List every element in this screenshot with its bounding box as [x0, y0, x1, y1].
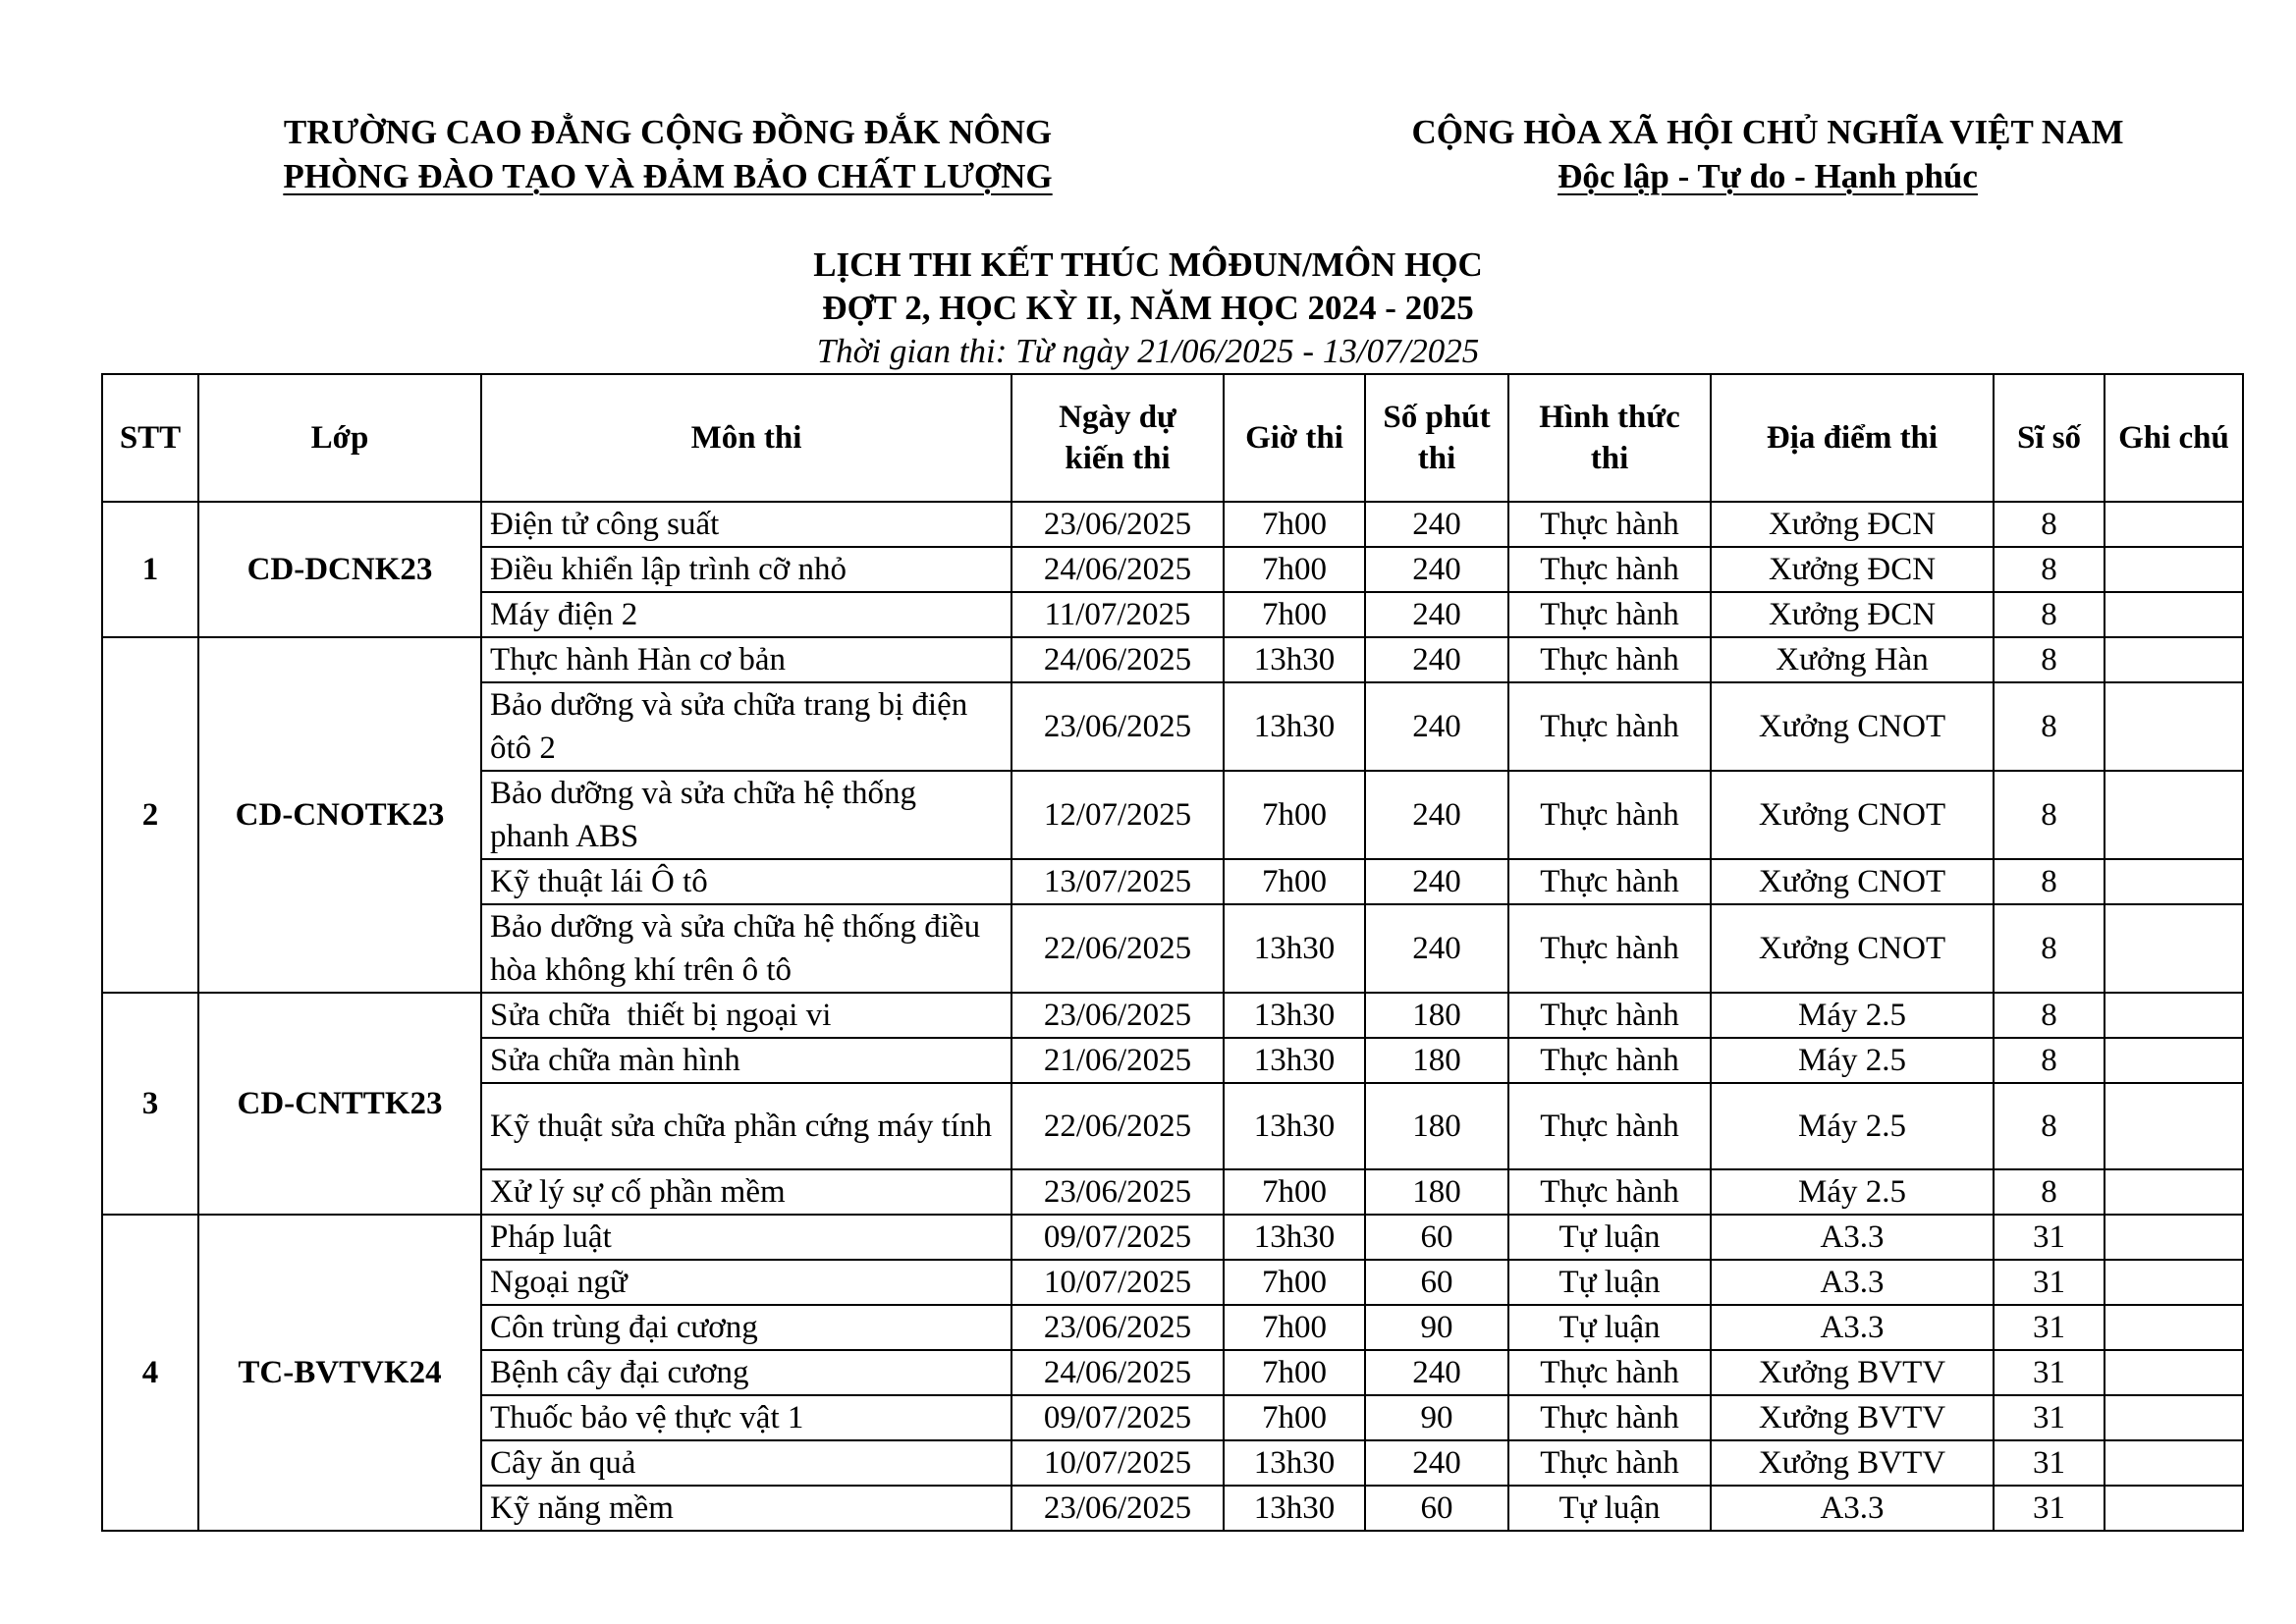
count-cell: 31	[1994, 1440, 2105, 1486]
time-cell: 7h00	[1224, 547, 1365, 592]
minutes-cell: 240	[1365, 1440, 1508, 1486]
time-cell: 13h30	[1224, 1486, 1365, 1531]
subject-cell: Điều khiển lập trình cỡ nhỏ	[481, 547, 1011, 592]
header-left	[196, 110, 1139, 198]
place-cell: Máy 2.5	[1711, 1038, 1994, 1083]
count-cell: 8	[1994, 1038, 2105, 1083]
place-cell: Xưởng ĐCN	[1711, 502, 1994, 547]
form-cell: Thực hành	[1508, 993, 1711, 1038]
place-cell: Xưởng CNOT	[1711, 771, 1994, 859]
subject-cell: Máy điện 2	[481, 592, 1011, 637]
minutes-cell: 240	[1365, 637, 1508, 682]
place-cell: Xưởng BVTV	[1711, 1350, 1994, 1395]
note-cell	[2105, 592, 2243, 637]
time-cell: 13h30	[1224, 1083, 1365, 1169]
note-cell	[2105, 547, 2243, 592]
col-ngay-thi-l1: Ngày dự	[1059, 400, 1176, 435]
minutes-cell: 240	[1365, 592, 1508, 637]
form-cell: Thực hành	[1508, 859, 1711, 904]
table-header-row	[102, 374, 2243, 502]
group-stt: 3	[102, 993, 198, 1215]
place-cell: Máy 2.5	[1711, 1169, 1994, 1215]
form-cell: Tự luận	[1508, 1215, 1711, 1260]
col-ngay-thi-l2: kiến thi	[1065, 441, 1171, 476]
note-cell	[2105, 637, 2243, 682]
place-cell: A3.3	[1711, 1215, 1994, 1260]
count-cell: 8	[1994, 1083, 2105, 1169]
minutes-cell: 240	[1365, 1350, 1508, 1395]
note-cell	[2105, 1395, 2243, 1440]
national-title: CỘNG HÒA XÃ HỘI CHỦ NGHĨA VIỆT NAM	[1411, 113, 2124, 151]
minutes-cell: 240	[1365, 502, 1508, 547]
count-cell: 8	[1994, 547, 2105, 592]
form-cell: Thực hành	[1508, 904, 1711, 993]
minutes-cell: 60	[1365, 1215, 1508, 1260]
group-class: CD-CNTTK23	[198, 993, 481, 1215]
date-cell: 22/06/2025	[1011, 904, 1224, 993]
subject-cell: Cây ăn quả	[481, 1440, 1011, 1486]
time-cell: 7h00	[1224, 1350, 1365, 1395]
date-cell: 13/07/2025	[1011, 859, 1224, 904]
minutes-cell: 240	[1365, 859, 1508, 904]
count-cell: 8	[1994, 771, 2105, 859]
date-cell: 11/07/2025	[1011, 592, 1224, 637]
header-right	[1277, 110, 2259, 198]
minutes-cell: 60	[1365, 1486, 1508, 1531]
date-cell: 24/06/2025	[1011, 547, 1224, 592]
form-cell: Thực hành	[1508, 592, 1711, 637]
form-cell: Thực hành	[1508, 502, 1711, 547]
note-cell	[2105, 1305, 2243, 1350]
table-body	[102, 502, 2243, 1531]
count-cell: 31	[1994, 1260, 2105, 1305]
place-cell: Xưởng ĐCN	[1711, 547, 1994, 592]
date-cell: 22/06/2025	[1011, 1083, 1224, 1169]
title-line-1: LỊCH THI KẾT THÚC MÔĐUN/MÔN HỌC	[813, 245, 1483, 284]
note-cell	[2105, 1440, 2243, 1486]
table-row	[102, 502, 2243, 547]
col-mon-thi: Môn thi	[481, 374, 1011, 502]
col-dia-diem: Địa điểm thi	[1711, 374, 1994, 502]
form-cell: Thực hành	[1508, 682, 1711, 771]
count-cell: 8	[1994, 904, 2105, 993]
subject-cell: Bảo dưỡng và sửa chữa trang bị điện ôtô 2	[481, 682, 1011, 771]
time-cell: 13h30	[1224, 682, 1365, 771]
time-cell: 7h00	[1224, 1395, 1365, 1440]
date-cell: 21/06/2025	[1011, 1038, 1224, 1083]
time-cell: 13h30	[1224, 637, 1365, 682]
table-row	[102, 1215, 2243, 1260]
form-cell: Tự luận	[1508, 1305, 1711, 1350]
group-class: CD-DCNK23	[198, 502, 481, 637]
form-cell: Thực hành	[1508, 1038, 1711, 1083]
note-cell	[2105, 1038, 2243, 1083]
group-stt: 4	[102, 1215, 198, 1531]
time-cell: 7h00	[1224, 1305, 1365, 1350]
form-cell: Tự luận	[1508, 1486, 1711, 1531]
col-so-phut-l1: Số phút	[1383, 400, 1491, 435]
date-cell: 23/06/2025	[1011, 1169, 1224, 1215]
note-cell	[2105, 771, 2243, 859]
minutes-cell: 90	[1365, 1395, 1508, 1440]
col-hinh-thuc	[1508, 374, 1711, 502]
group-class: TC-BVTVK24	[198, 1215, 481, 1531]
col-stt: STT	[102, 374, 198, 502]
subject-cell: Côn trùng đại cương	[481, 1305, 1011, 1350]
minutes-cell: 240	[1365, 547, 1508, 592]
subject-cell: Sửa chữa màn hình	[481, 1038, 1011, 1083]
time-cell: 13h30	[1224, 993, 1365, 1038]
col-ghi-chu: Ghi chú	[2105, 374, 2243, 502]
count-cell: 8	[1994, 993, 2105, 1038]
note-cell	[2105, 1215, 2243, 1260]
place-cell: Máy 2.5	[1711, 993, 1994, 1038]
subject-cell: Pháp luật	[481, 1215, 1011, 1260]
col-lop: Lớp	[198, 374, 481, 502]
subject-cell: Bệnh cây đại cương	[481, 1350, 1011, 1395]
date-cell: 12/07/2025	[1011, 771, 1224, 859]
form-cell: Thực hành	[1508, 1350, 1711, 1395]
time-cell: 7h00	[1224, 771, 1365, 859]
subject-cell: Kỹ thuật sửa chữa phần cứng máy tính	[481, 1083, 1011, 1169]
count-cell: 8	[1994, 637, 2105, 682]
note-cell	[2105, 993, 2243, 1038]
count-cell: 8	[1994, 502, 2105, 547]
col-gio-thi: Giờ thi	[1224, 374, 1365, 502]
national-motto: Độc lập - Tự do - Hạnh phúc	[1558, 157, 1978, 195]
form-cell: Thực hành	[1508, 547, 1711, 592]
time-cell: 13h30	[1224, 904, 1365, 993]
subject-cell: Bảo dưỡng và sửa chữa hệ thống điều hòa không khí trên ô tô	[481, 904, 1011, 993]
time-cell: 7h00	[1224, 502, 1365, 547]
time-cell: 7h00	[1224, 859, 1365, 904]
form-cell: Thực hành	[1508, 1440, 1711, 1486]
title-line-2: ĐỢT 2, HỌC KỲ II, NĂM HỌC 2024 - 2025	[822, 289, 1474, 327]
minutes-cell: 240	[1365, 682, 1508, 771]
group-stt: 1	[102, 502, 198, 637]
document-title	[0, 244, 2296, 373]
group-stt: 2	[102, 637, 198, 993]
group-class: CD-CNOTK23	[198, 637, 481, 993]
minutes-cell: 180	[1365, 993, 1508, 1038]
minutes-cell: 240	[1365, 771, 1508, 859]
date-cell: 09/07/2025	[1011, 1395, 1224, 1440]
date-cell: 23/06/2025	[1011, 1486, 1224, 1531]
col-ngay-thi	[1011, 374, 1224, 502]
note-cell	[2105, 859, 2243, 904]
count-cell: 31	[1994, 1486, 2105, 1531]
form-cell: Tự luận	[1508, 1260, 1711, 1305]
place-cell: A3.3	[1711, 1305, 1994, 1350]
note-cell	[2105, 1169, 2243, 1215]
count-cell: 31	[1994, 1305, 2105, 1350]
minutes-cell: 180	[1365, 1083, 1508, 1169]
note-cell	[2105, 904, 2243, 993]
count-cell: 31	[1994, 1215, 2105, 1260]
col-si-so: Sĩ số	[1994, 374, 2105, 502]
minutes-cell: 180	[1365, 1169, 1508, 1215]
time-cell: 13h30	[1224, 1215, 1365, 1260]
form-cell: Thực hành	[1508, 637, 1711, 682]
date-cell: 23/06/2025	[1011, 682, 1224, 771]
form-cell: Thực hành	[1508, 1169, 1711, 1215]
date-cell: 24/06/2025	[1011, 637, 1224, 682]
time-cell: 7h00	[1224, 1260, 1365, 1305]
date-cell: 09/07/2025	[1011, 1215, 1224, 1260]
place-cell: Xưởng Hàn	[1711, 637, 1994, 682]
col-hinh-thuc-l2: thi	[1590, 441, 1629, 476]
place-cell: Xưởng BVTV	[1711, 1395, 1994, 1440]
place-cell: A3.3	[1711, 1260, 1994, 1305]
department-name: PHÒNG ĐÀO TẠO VÀ ĐẢM BẢO CHẤT LƯỢNG	[283, 157, 1053, 195]
date-cell: 23/06/2025	[1011, 993, 1224, 1038]
time-cell: 7h00	[1224, 1169, 1365, 1215]
subject-cell: Bảo dưỡng và sửa chữa hệ thống phanh ABS	[481, 771, 1011, 859]
count-cell: 8	[1994, 859, 2105, 904]
col-so-phut	[1365, 374, 1508, 502]
place-cell: Xưởng CNOT	[1711, 904, 1994, 993]
exam-period: Thời gian thi: Từ ngày 21/06/2025 - 13/07/2025	[816, 332, 1480, 370]
time-cell: 13h30	[1224, 1038, 1365, 1083]
date-cell: 23/06/2025	[1011, 502, 1224, 547]
place-cell: Máy 2.5	[1711, 1083, 1994, 1169]
subject-cell: Sửa chữa thiết bị ngoại vi	[481, 993, 1011, 1038]
count-cell: 31	[1994, 1350, 2105, 1395]
subject-cell: Kỹ năng mềm	[481, 1486, 1011, 1531]
subject-cell: Kỹ thuật lái Ô tô	[481, 859, 1011, 904]
minutes-cell: 180	[1365, 1038, 1508, 1083]
form-cell: Thực hành	[1508, 1395, 1711, 1440]
time-cell: 7h00	[1224, 592, 1365, 637]
time-cell: 13h30	[1224, 1440, 1365, 1486]
col-hinh-thuc-l1: Hình thức	[1539, 400, 1680, 435]
table-row	[102, 637, 2243, 682]
date-cell: 23/06/2025	[1011, 1305, 1224, 1350]
count-cell: 31	[1994, 1395, 2105, 1440]
note-cell	[2105, 1260, 2243, 1305]
note-cell	[2105, 1486, 2243, 1531]
minutes-cell: 240	[1365, 904, 1508, 993]
form-cell: Thực hành	[1508, 1083, 1711, 1169]
subject-cell: Thuốc bảo vệ thực vật 1	[481, 1395, 1011, 1440]
form-cell: Thực hành	[1508, 771, 1711, 859]
date-cell: 10/07/2025	[1011, 1440, 1224, 1486]
count-cell: 8	[1994, 682, 2105, 771]
col-so-phut-l2: thi	[1417, 441, 1456, 476]
minutes-cell: 60	[1365, 1260, 1508, 1305]
note-cell	[2105, 1350, 2243, 1395]
place-cell: Xưởng CNOT	[1711, 682, 1994, 771]
subject-cell: Điện tử công suất	[481, 502, 1011, 547]
place-cell: Xưởng BVTV	[1711, 1440, 1994, 1486]
exam-schedule-table	[101, 373, 2244, 1532]
minutes-cell: 90	[1365, 1305, 1508, 1350]
place-cell: A3.3	[1711, 1486, 1994, 1531]
note-cell	[2105, 502, 2243, 547]
count-cell: 8	[1994, 1169, 2105, 1215]
place-cell: Xưởng CNOT	[1711, 859, 1994, 904]
table-row	[102, 993, 2243, 1038]
count-cell: 8	[1994, 592, 2105, 637]
note-cell	[2105, 1083, 2243, 1169]
date-cell: 10/07/2025	[1011, 1260, 1224, 1305]
place-cell: Xưởng ĐCN	[1711, 592, 1994, 637]
subject-cell: Xử lý sự cố phần mềm	[481, 1169, 1011, 1215]
date-cell: 24/06/2025	[1011, 1350, 1224, 1395]
subject-cell: Thực hành Hàn cơ bản	[481, 637, 1011, 682]
subject-cell: Ngoại ngữ	[481, 1260, 1011, 1305]
school-name: TRƯỜNG CAO ĐẲNG CỘNG ĐỒNG ĐẮK NÔNG	[283, 113, 1053, 151]
note-cell	[2105, 682, 2243, 771]
